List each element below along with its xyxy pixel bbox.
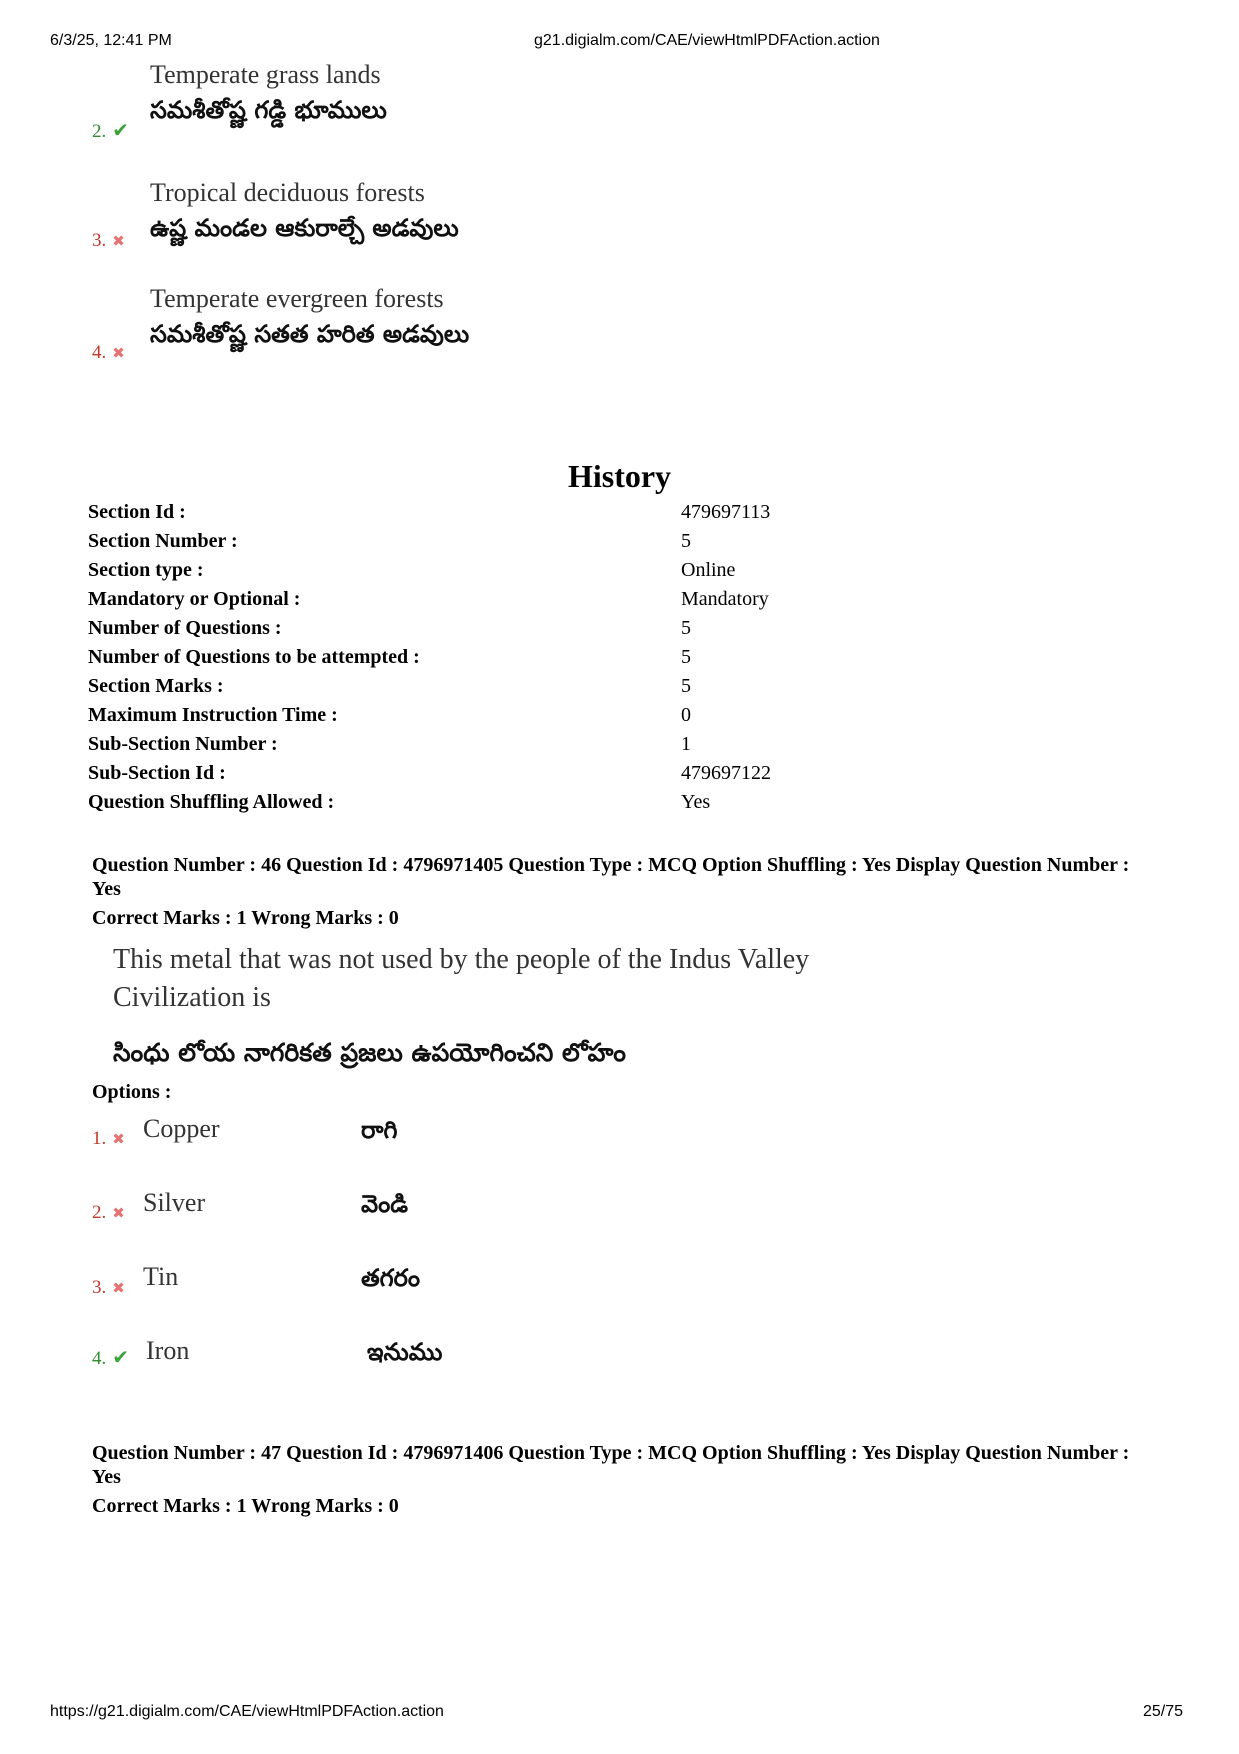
question-meta: Question Number : 47 Question Id : 4796971406 Question Type : MCQ Option Shuffling : Yes Display Question Number : Yes [92,1442,1130,1488]
section-title: History [567,458,672,494]
field-label: Number of Questions to be attempted : [88,646,420,668]
check-icon: ✔ [112,1345,130,1369]
field-label: Section Id : [88,501,186,523]
option-2-marker [92,1202,125,1224]
field-value: Mandatory [681,588,769,610]
field-value: 479697113 [681,501,771,523]
option-4-marker [92,1345,129,1370]
option-4-te: ఇనుము [367,1338,443,1366]
field-value: 0 [681,704,691,726]
field-label: Mandatory or Optional : [88,588,301,610]
cross-icon: ✖ [112,232,125,250]
option-number: 3. [92,1277,107,1298]
prev-option-4-marker [92,342,125,364]
cross-icon: ✖ [112,1204,125,1222]
field-value: Yes [681,791,711,813]
check-icon: ✔ [112,118,130,142]
field-value: 1 [681,733,691,755]
option-1-te: రాగి [361,1116,398,1144]
field-value: 479697122 [681,762,771,784]
field-label: Section Marks : [88,675,224,697]
option-number: 2. [92,1202,107,1223]
question-text-te: సింధు లోయ నాగరికత ప్రజలు ఉపయోగించని లోహం [113,1038,626,1067]
option-number: 3. [92,230,107,251]
option-number: 1. [92,1128,107,1149]
prev-option-4-te: సమశీతోష్ణ సతత హరిత అడవులు [150,320,470,348]
option-1-en: Copper [143,1114,220,1143]
option-2-te: వెండి [361,1190,408,1218]
question-marks: Correct Marks : 1 Wrong Marks : 0 [92,1495,399,1517]
cross-icon: ✖ [112,1279,125,1297]
field-label: Maximum Instruction Time : [88,704,338,726]
option-3-en: Tin [143,1262,179,1291]
question-meta: Question Number : 46 Question Id : 4796971405 Question Type : MCQ Option Shuffling : Yes Display Question Number : Yes [92,854,1130,900]
prev-option-4-en: Temperate evergreen forests [150,284,444,313]
option-number: 2. [92,121,107,142]
field-label: Section type : [88,559,204,581]
option-3-te: తగరం [361,1264,421,1292]
cross-icon: ✖ [112,344,125,362]
field-value: 5 [681,646,691,668]
option-3-marker [92,1277,125,1299]
option-1-marker [92,1128,125,1150]
field-value: 5 [681,530,691,552]
footer-url: https://g21.digialm.com/CAE/viewHtmlPDFAction.action [50,1703,444,1720]
option-number: 4. [92,1348,107,1369]
field-label: Section Number : [88,530,238,552]
field-value: 5 [681,617,691,639]
prev-option-2-te: సమశీతోష్ణ గడ్డి భూములు [150,96,387,124]
option-4-en: Iron [146,1336,190,1365]
options-label: Options : [92,1081,172,1103]
prev-option-2-en: Temperate grass lands [150,60,381,89]
prev-option-3-te: ఉష్ణ మండల ఆకురాల్చే అడవులు [150,214,459,242]
prev-option-3-en: Tropical deciduous forests [150,178,425,207]
print-datetime: 6/3/25, 12:41 PM [50,32,172,49]
field-label: Sub-Section Id : [88,762,226,784]
option-2-en: Silver [143,1188,206,1217]
field-label: Sub-Section Number : [88,733,278,755]
prev-option-3-marker [92,230,125,252]
prev-option-2-marker [92,118,129,143]
question-text-en: This metal that was not used by the people of the Indus Valley Civilization is [113,944,810,1013]
option-number: 4. [92,342,107,363]
field-value: 5 [681,675,691,697]
print-url: g21.digialm.com/CAE/viewHtmlPDFAction.action [534,32,880,49]
question-marks: Correct Marks : 1 Wrong Marks : 0 [92,907,399,929]
page-number: 25/75 [1143,1703,1184,1720]
field-label: Question Shuffling Allowed : [88,791,335,813]
field-value: Online [681,559,736,581]
field-label: Number of Questions : [88,617,282,639]
cross-icon: ✖ [112,1130,125,1148]
